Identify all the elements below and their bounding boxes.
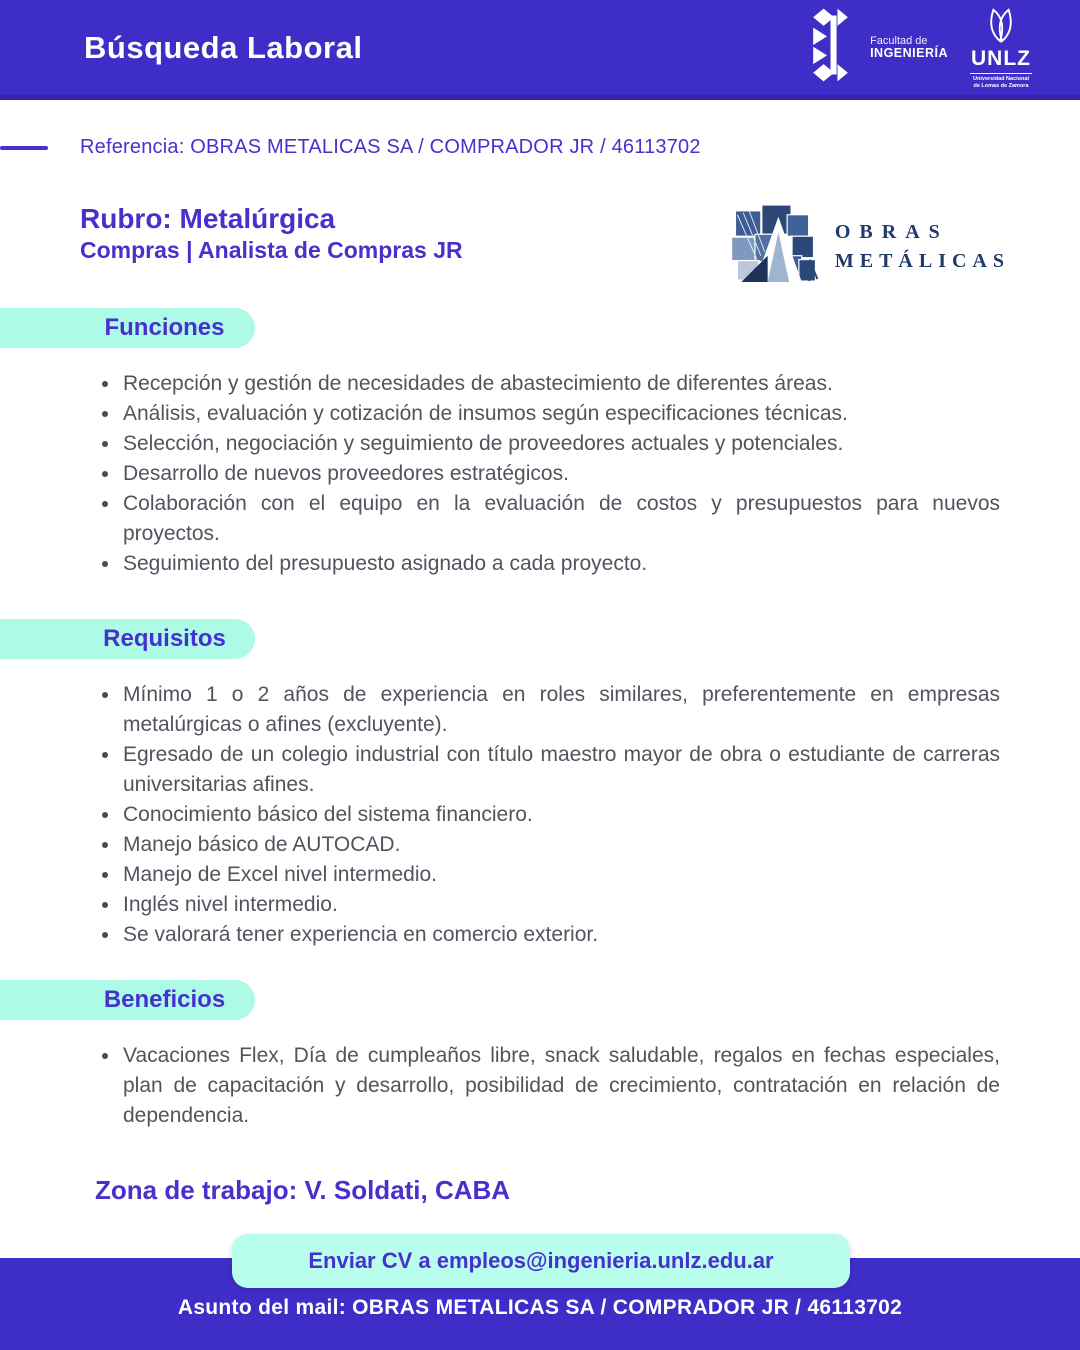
obras-metalicas-emblem-icon bbox=[727, 205, 821, 288]
list-item: Mínimo 1 o 2 años de experiencia en roles similares, preferentemente en empresas metalúrgicas o afines (excluyente). bbox=[100, 680, 1000, 740]
job-rubro: Rubro: Metalúrgica bbox=[80, 203, 336, 234]
header-bar bbox=[0, 0, 1080, 100]
send-cv-button[interactable]: Enviar CV a empleos@ingenieria.unlz.edu.ar bbox=[232, 1234, 850, 1288]
reference-row bbox=[0, 136, 1080, 159]
list-item: Manejo básico de AUTOCAD. bbox=[100, 830, 1000, 860]
funciones-list bbox=[100, 369, 1000, 579]
unlz-acronym: UNLZ bbox=[971, 46, 1031, 70]
list-item: Colaboración con el equipo en la evaluación de costos y presupuestos para nuevos proyectos. bbox=[100, 489, 1000, 549]
list-item: Conocimiento básico del sistema financiero. bbox=[100, 800, 1000, 830]
list-item: Selección, negociación y seguimiento de proveedores actuales y potenciales. bbox=[100, 429, 1000, 459]
list-item: Desarrollo de nuevos proveedores estratégicos. bbox=[100, 459, 1000, 489]
list-item: Seguimiento del presupuesto asignado a cada proyecto. bbox=[100, 549, 1000, 579]
fi-logo-text: Facultad de INGENIERÍA bbox=[870, 34, 948, 60]
requisitos-list bbox=[100, 680, 1000, 950]
work-zone-text: Zona de trabajo: V. Soldati, CABA bbox=[95, 1175, 511, 1205]
reference-dash bbox=[0, 146, 48, 150]
mail-subject-text: Asunto del mail: OBRAS METALICAS SA / COMPRADOR JR / 46113702 bbox=[177, 1296, 903, 1319]
unlz-subtitle: Universidad Nacional de Lomas de Zamora bbox=[970, 73, 1032, 90]
list-item: Egresado de un colegio industrial con título maestro mayor de obra o estudiante de carreras universitarias afines. bbox=[100, 740, 1000, 800]
list-item: Manejo de Excel nivel intermedio. bbox=[100, 860, 1000, 890]
section-header-requisitos: Requisitos bbox=[0, 619, 255, 659]
obras-metalicas-wordmark: OBRAS METÁLICAS bbox=[834, 220, 1010, 272]
header-logos bbox=[808, 6, 1040, 90]
list-item: Inglés nivel intermedio. bbox=[100, 890, 1000, 920]
list-item: Se valorará tener experiencia en comercio exterior. bbox=[100, 920, 1000, 950]
section-header-funciones: Funciones bbox=[0, 308, 255, 348]
list-item: Recepción y gestión de necesidades de abastecimiento de diferentes áreas. bbox=[100, 369, 1000, 399]
fi-triangles-icon bbox=[808, 8, 860, 87]
job-title-row bbox=[80, 201, 1010, 288]
page-title: Búsqueda Laboral bbox=[84, 29, 363, 65]
leaf-icon bbox=[981, 6, 1021, 49]
section-header-beneficios: Beneficios bbox=[0, 980, 255, 1020]
list-item: Análisis, evaluación y cotización de insumos según especificaciones técnicas. bbox=[100, 399, 1000, 429]
beneficios-list bbox=[100, 1041, 1000, 1131]
facultad-ingenieria-logo bbox=[808, 8, 948, 87]
unlz-logo bbox=[962, 6, 1040, 90]
list-item: Vacaciones Flex, Día de cumpleaños libre, snack saludable, regalos en fechas especiales, plan de capacitación y desarrollo, posibilidad de crecimiento, contratación en relación de dependencia. bbox=[100, 1041, 1000, 1131]
obras-metalicas-logo bbox=[727, 205, 1010, 288]
reference-text: Referencia: OBRAS METALICAS SA / COMPRADOR JR / 46113702 bbox=[80, 136, 701, 158]
job-position: Compras | Analista de Compras JR bbox=[80, 237, 463, 263]
job-titles bbox=[80, 201, 463, 266]
